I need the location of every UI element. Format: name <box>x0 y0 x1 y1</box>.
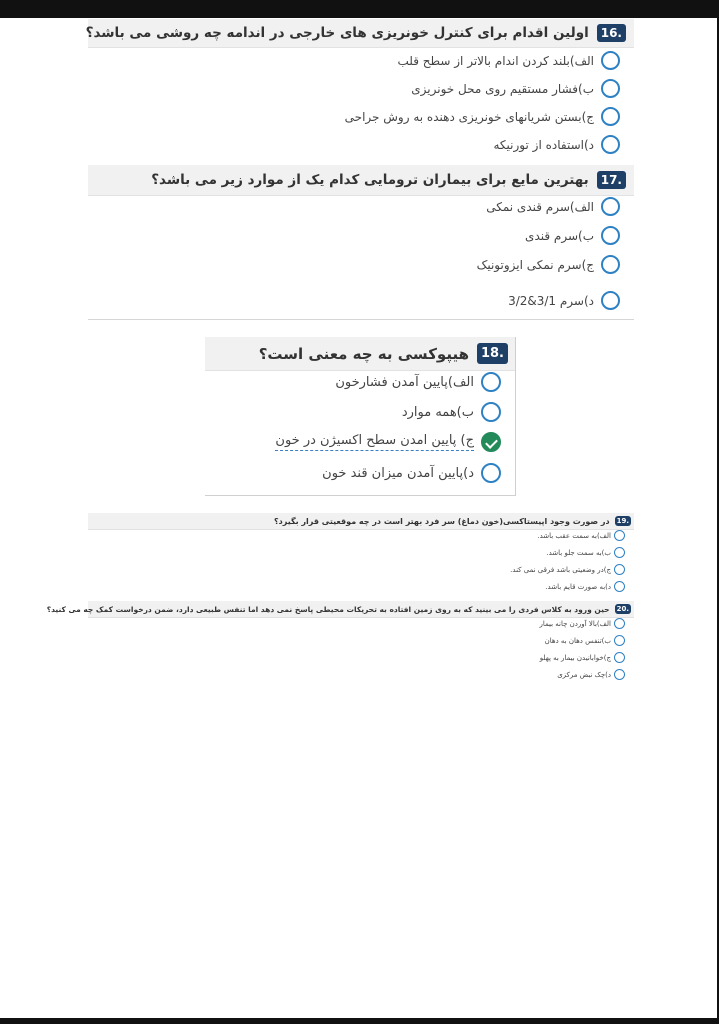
radio-button[interactable] <box>481 463 501 483</box>
option-b[interactable] <box>545 635 625 646</box>
option-label: ب)فشار مستقیم روی محل خونریزی <box>411 81 594 96</box>
radio-button[interactable] <box>614 581 625 592</box>
option-label: ج) پایین امدن سطح اکسیژن در خون <box>275 433 474 451</box>
question-number: 20. <box>616 605 629 613</box>
option-b[interactable] <box>525 226 620 245</box>
option-b[interactable] <box>402 402 501 422</box>
option-label: الف)پایین آمدن فشارخون <box>335 374 474 390</box>
top-bar <box>0 0 719 18</box>
question-number: 17. <box>597 171 626 189</box>
option-c[interactable] <box>540 652 625 663</box>
question-header <box>88 513 634 530</box>
option-label: د)سرم 3/1&3/2 <box>508 293 594 308</box>
option-a[interactable] <box>539 618 625 629</box>
option-a[interactable] <box>397 51 620 70</box>
radio-button[interactable] <box>481 372 501 392</box>
question-text: هیپوکسی به چه معنی است؟ <box>258 344 469 363</box>
option-d[interactable] <box>322 463 501 483</box>
radio-button[interactable] <box>614 564 625 575</box>
option-label: ج)سرم نمکی ایزوتونیک <box>476 257 594 272</box>
question-number: 19. <box>616 517 629 525</box>
option-label: ج)بستن شریانهای خونریزی دهنده به روش جراحی <box>344 109 594 124</box>
question-20-card <box>46 601 634 687</box>
question-18-card <box>205 337 515 496</box>
option-label: ب)همه موارد <box>401 404 474 420</box>
option-d[interactable] <box>493 135 620 154</box>
option-label: د)چک نبض مرکزی <box>557 670 611 679</box>
option-d[interactable] <box>545 581 625 592</box>
radio-button[interactable] <box>601 255 620 274</box>
option-label: الف)بلند کردن اندام بالاتر از سطح قلب <box>397 53 594 68</box>
option-b[interactable] <box>411 79 620 98</box>
radio-button[interactable] <box>614 635 625 646</box>
radio-button[interactable] <box>614 618 625 629</box>
question-17-card <box>88 165 634 320</box>
radio-button[interactable] <box>601 107 620 126</box>
option-label: الف)به سمت عقب باشد. <box>537 531 611 540</box>
option-c[interactable] <box>510 564 625 575</box>
option-b[interactable] <box>546 547 625 558</box>
option-label: د)استفاده از تورنیکه <box>493 137 594 152</box>
question-number: 16. <box>597 24 626 42</box>
bottom-bar <box>0 1018 719 1024</box>
radio-button[interactable] <box>614 669 625 680</box>
option-label: ب)تنفس دهان به دهان <box>544 636 611 645</box>
question-header <box>205 337 515 371</box>
radio-button[interactable] <box>601 51 620 70</box>
check-circle-icon[interactable] <box>481 432 501 452</box>
option-a[interactable] <box>537 530 625 541</box>
question-text: در صورت وجود اپیستاکسی(خون دماغ) سر فرد بهتر است در چه موقعیتی قرار بگیرد؟ <box>274 516 610 526</box>
radio-button[interactable] <box>481 402 501 422</box>
option-label: ب)سرم قندی <box>525 228 594 243</box>
option-label: د)پایین آمدن میزان قند خون <box>322 465 474 481</box>
radio-button[interactable] <box>601 291 620 310</box>
option-c-selected[interactable] <box>275 432 501 452</box>
radio-button[interactable] <box>601 197 620 216</box>
option-label: ج)خوابانیدن بیمار به پهلو <box>539 653 611 662</box>
option-c[interactable] <box>477 255 620 274</box>
radio-button[interactable] <box>614 530 625 541</box>
option-c[interactable] <box>345 107 620 126</box>
question-16-card <box>85 19 634 161</box>
question-header <box>46 601 634 618</box>
option-label: ج)در وضعیتی باشد فرقی نمی کند. <box>510 565 611 574</box>
question-19-card <box>88 513 634 599</box>
option-label: ب)به سمت جلو باشد. <box>546 548 611 557</box>
option-label: د)به صورت قایم باشد. <box>545 582 611 591</box>
radio-button[interactable] <box>614 547 625 558</box>
option-label: الف)بالا آوردن چانه بیمار <box>539 619 611 628</box>
question-header <box>85 19 634 48</box>
option-d[interactable] <box>508 291 620 310</box>
question-header <box>88 165 634 196</box>
radio-button[interactable] <box>601 135 620 154</box>
option-a[interactable] <box>486 197 620 216</box>
radio-button[interactable] <box>601 79 620 98</box>
question-number: 18. <box>477 343 508 364</box>
option-label: الف)سرم قندی نمکی <box>486 199 594 214</box>
option-a[interactable] <box>335 372 501 392</box>
radio-button[interactable] <box>601 226 620 245</box>
question-text: بهترین مایع برای بیماران ترومایی کدام یک از موارد زیر می باشد؟ <box>151 172 589 188</box>
radio-button[interactable] <box>614 652 625 663</box>
option-d[interactable] <box>557 669 625 680</box>
question-text: اولین اقدام برای کنترل خونریزی های خارجی در اندامه چه روشی می باشد؟ <box>85 25 589 41</box>
question-text: حین ورود به کلاس فردی را می بینید که به روی زمین افتاده به تحریکات محیطی پاسخ نمی دهد اما تنفس طبیعی دارد، ضمن درخواست کمک چه می کنید؟ <box>46 604 610 614</box>
